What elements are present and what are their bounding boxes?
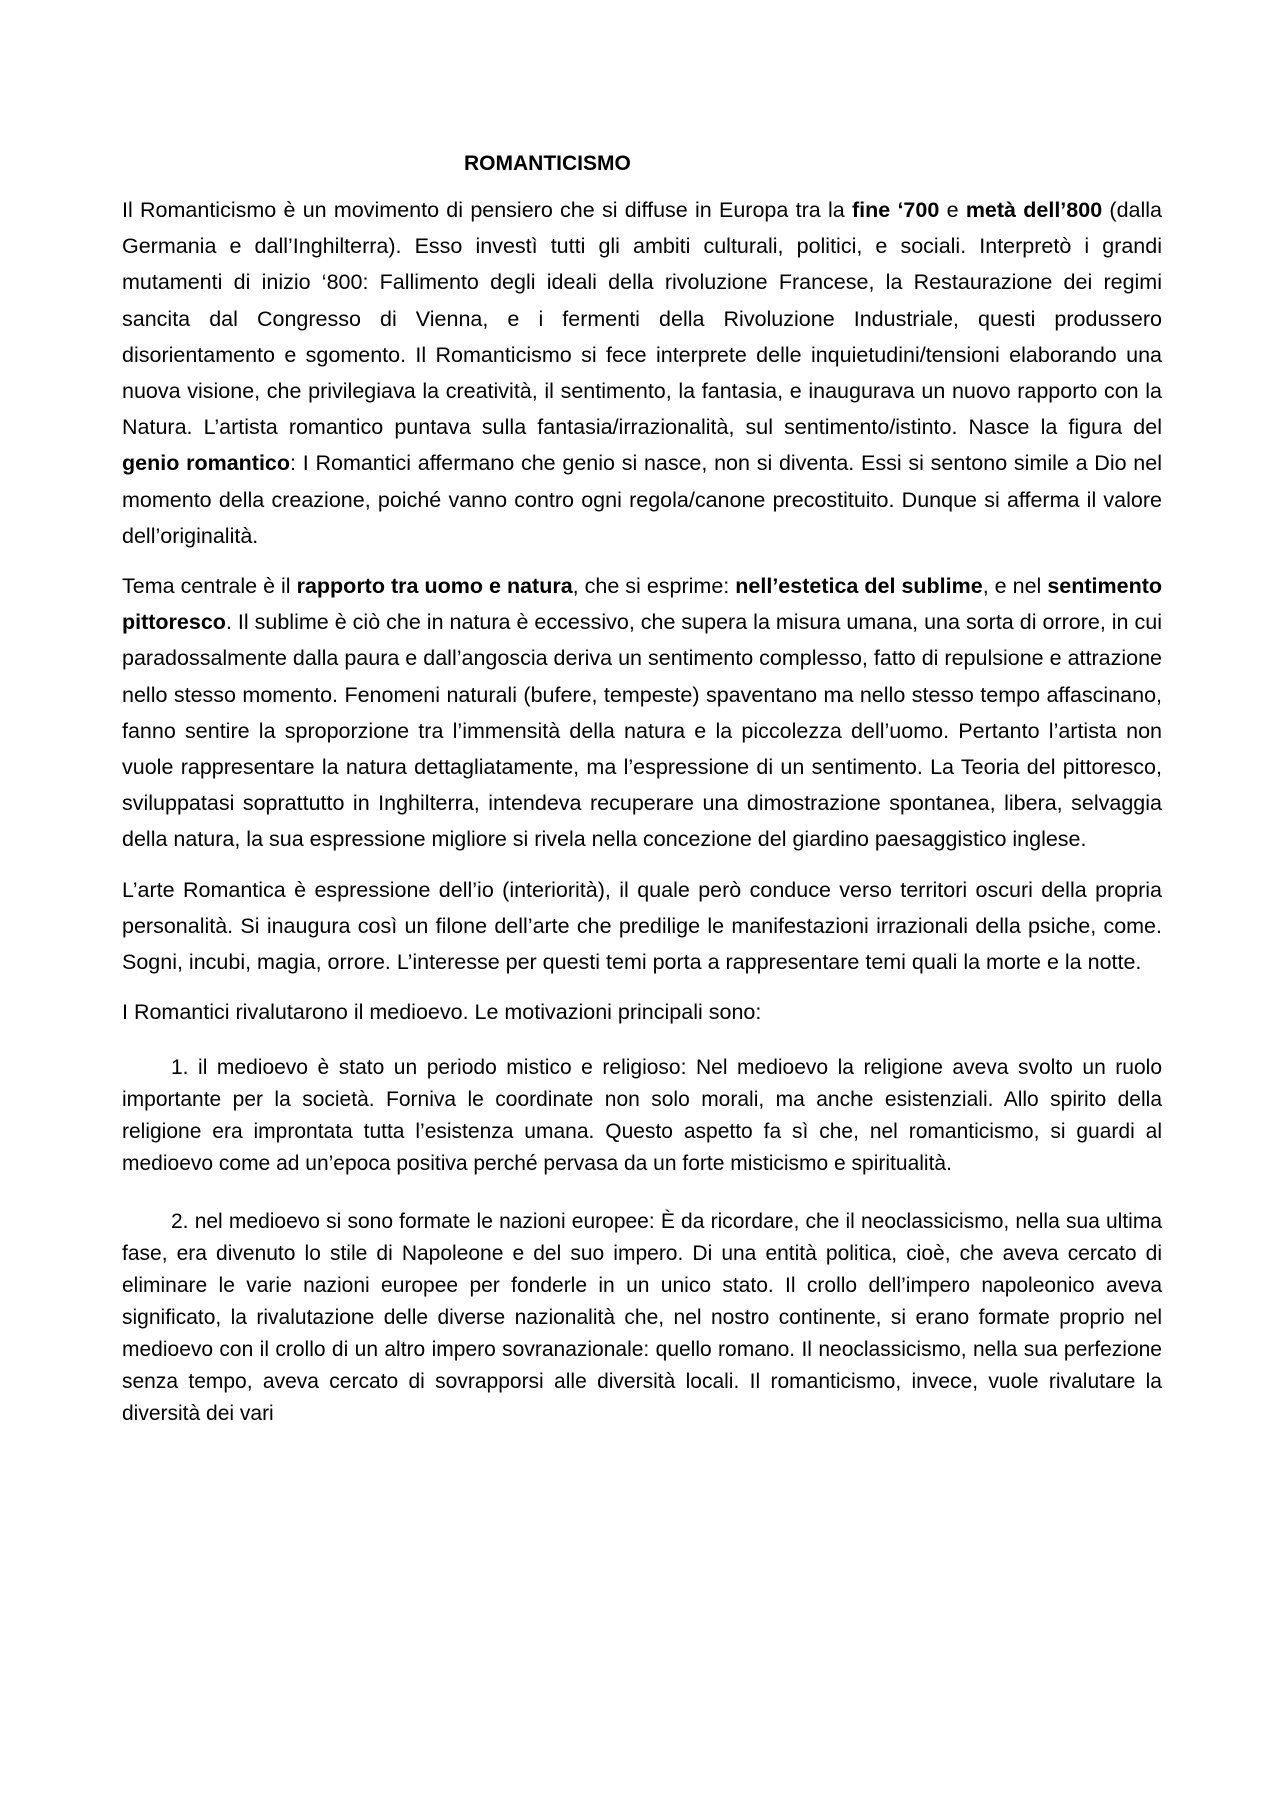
text-run: : I Romantici affermano che genio si nasce, non si diventa. Essi si sentono simile a Dio nel momento della creazione, poiché vanno contro ogni regola/canone precostituito. Dunque si afferma il valore dell’originalità.: [122, 451, 1162, 548]
text-run: Tema centrale è il: [122, 574, 297, 599]
bold-run: genio romantico: [122, 451, 291, 476]
bold-run: fine ‘700: [851, 198, 940, 222]
bold-run: sentimento pittoresco: [122, 574, 1163, 635]
bold-run: metà dell’800: [965, 198, 1103, 222]
list-item-2: 2. nel medioevo si sono formate le nazioni europee: È da ricordare, che il neoclassicismo, nella sua ultima fase, era divenuto lo stile di Napoleone e del suo impero. Di una entità politica, cioè, che aveva cercato di eliminare le varie nazioni europee per fonderle in un unico stato. Il crollo dell’impero napoleonico aveva significato, la rivalutazione delle diverse nazionalità che, nel nostro continente, si erano formate proprio nel medioevo con il crollo di un altro impero sovranazionale: quello romano. Il neoclassicismo, nella sua perfezione senza tempo, aveva cercato di sovrapporsi alle diversità locali. Il romanticismo, invece, vuole rivalutare la diversità dei vari: [122, 1210, 1162, 1426]
bold-run: nell’estetica del sublime: [735, 574, 983, 599]
paragraph-nature: [122, 568, 1162, 858]
bold-run: rapporto tra uomo e natura: [296, 574, 573, 599]
document-title: ROMANTICISMO: [464, 152, 631, 175]
text-run: , che si esprime:: [572, 574, 736, 599]
paragraph-medioevo: I Romantici rivalutarono il medioevo. Le motivazioni principali sono:: [122, 1000, 762, 1025]
text-run: , e nel: [982, 574, 1048, 599]
paragraph-art: L’arte Romantica è espressione dell’io (interiorità), il quale però conduce verso territori oscuri della propria personalità. Si inaugura così un filone dell’arte che predilige le manifestazioni irrazionali della psiche, come. Sogni, incubi, magia, orrore. L’interesse per questi temi porta a rappresentare temi quali la morte e la notte.: [122, 877, 1162, 975]
text-run: Il Romanticismo è un movimento di pensiero che si diffuse in Europa tra la: [122, 198, 852, 222]
document-page: [122, 150, 1162, 1456]
text-run: e: [939, 198, 966, 222]
text-run: (dalla Germania e dall’Inghilterra). Esso investì tutti gli ambiti culturali, politici, e sociali. Interpretò i grandi mutamenti di inizio ‘800: Fallimento degli ideali della rivoluzione Francese, la Restaurazione dei regimi sancita dal Congresso di Vienna, e i fermenti della Rivoluzione Industriale, questi produssero disorientamento e sgomento. Il Romanticismo si fece interprete delle inquietudini/tensioni elaborando una nuova visione, che privilegiava la creatività, il sentimento, la fantasia, e inaugurava un nuovo rapporto con la Natura. L’artista romantico puntava sulla fantasia/irrazionalità, sul sentimento/istinto. Nasce la figura del: [122, 198, 1163, 440]
text-run: . Il sublime è ciò che in natura è eccessivo, che supera la misura umana, una sorta di orrore, in cui paradossalmente dalla paura e dall’angoscia deriva un sentimento complesso, fatto di repulsione e attrazione nello stesso momento. Fenomeni naturali (bufere, tempeste) spaventano ma nello stesso tempo affascinano, fanno sentire la sproporzione tra l’immensità della natura e la piccolezza dell’uomo. Pertanto l’artista non vuole rappresentare la natura dettagliatamente, ma l’espressione di un sentimento. La Teoria del pittoresco, sviluppatasi soprattutto in Inghilterra, intendeva recuperare una dimostrazione spontanea, libera, selvaggia della natura, la sua espressione migliore si rivela nella concezione del giardino paesaggistico inglese.: [122, 610, 1162, 852]
paragraph-intro: [122, 192, 1162, 554]
list-item-1: 1. il medioevo è stato un periodo mistico e religioso: Nel medioevo la religione aveva svolto un ruolo importante per la società. Forniva le coordinate non solo morali, ma anche esistenziali. Allo spirito della religione era improntata tutta l’esistenza umana. Questo aspetto fa sì che, nel romanticismo, si guardi al medioevo come ad un’epoca positiva perché pervasa da un forte misticismo e spiritualità.: [122, 1056, 1162, 1176]
